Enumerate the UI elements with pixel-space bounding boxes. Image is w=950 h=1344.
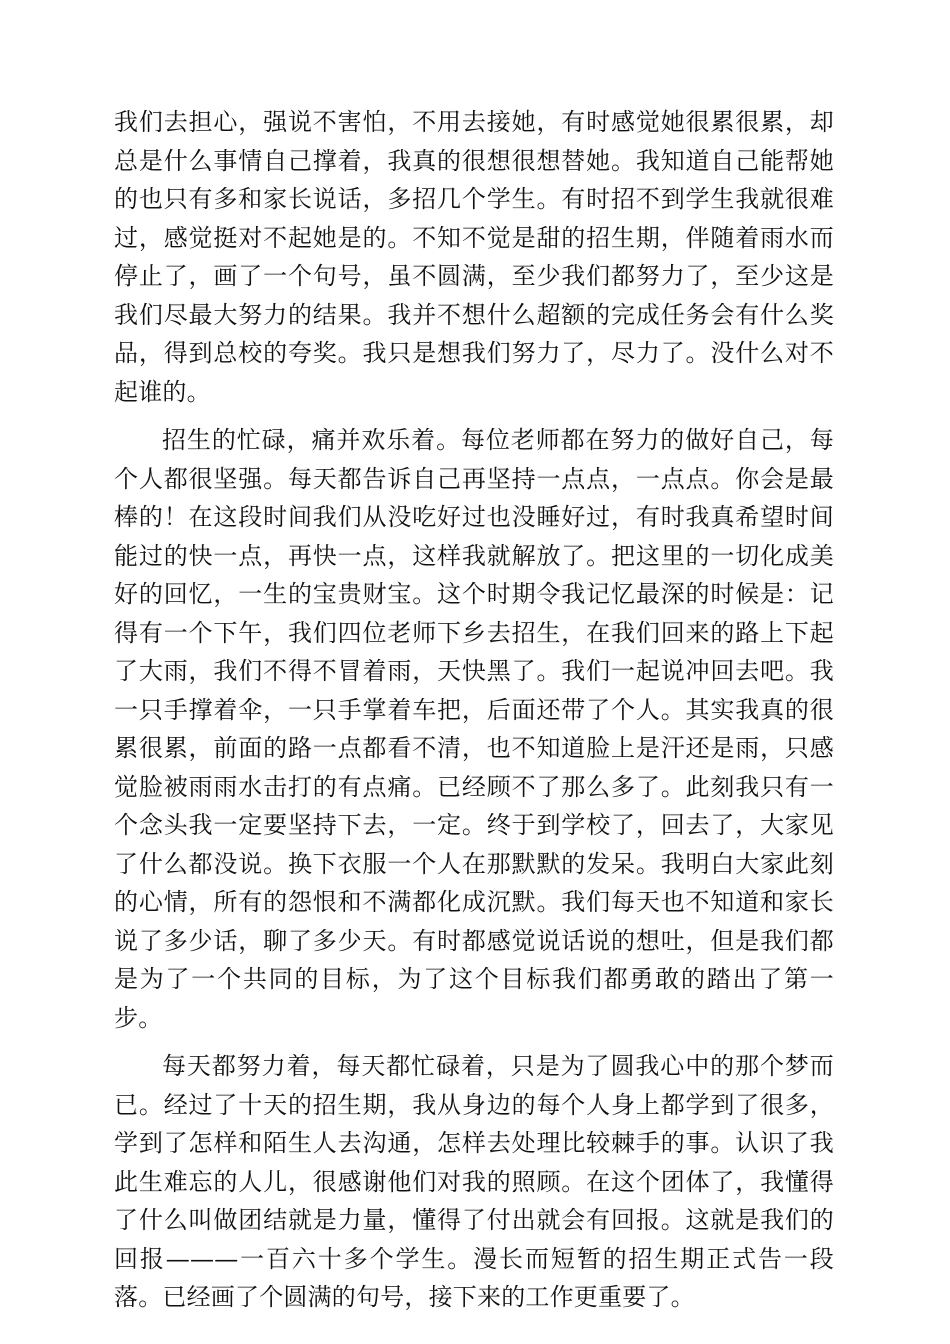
paragraph-1: 我们去担心，强说不害怕，不用去接她，有时感觉她很累很累，却总是什么事情自己撑着，我真的很想很想替她。我知道自己能帮她的也只有多和家长说话，多招几个学生。有时招不到学生我就很难过，感觉挺对不起她是的。不知不觉是甜的招生期，伴随着雨水而停止了，画了一个句号，虽不圆满，至少我们都努力了，至少这是我们尽最大努力的结果。我并不想什么超额的完成任务会有什么奖品，得到总校的夸奖。我只是想我们努力了，尽力了。没什么对不起谁的。	[114, 108, 834, 406]
paragraph-3: 每天都努力着，每天都忙碌着，只是为了圆我心中的那个梦而已。经过了十天的招生期，我从身边的每个人身上都学到了很多，学到了怎样和陌生人去沟通，怎样去处理比较棘手的事。认识了我此生难忘的人儿，很感谢他们对我的照顾。在这个团体了，我懂得了什么叫做团结就是力量，懂得了付出就会有回报。这就是我们的回报———一百六十多个学生。漫长而短暂的招生期正式告一段落。已经画了个圆满的句号，接下来的工作更重要了。	[114, 1052, 834, 1311]
paragraph-2: 招生的忙碌，痛并欢乐着。每位老师都在努力的做好自己，每个人都很坚强。每天都告诉自己再坚持一点点，一点点。你会是最棒的！在这段时间我们从没吃好过也没睡好过，有时我真希望时间能过的快一点，再快一点，这样我就解放了。把这里的一切化成美好的回忆，一生的宝贵财宝。这个时期令我记忆最深的时候是：记得有一个下午，我们四位老师下乡去招生，在我们回来的路上下起了大雨，我们不得不冒着雨，天快黑了。我们一起说冲回去吧。我一只手撑着伞，一只手掌着车把，后面还带了个人。其实我真的很累很累，前面的路一点都看不清，也不知道脸上是汗还是雨，只感觉脸被雨雨水击打的有点痛。已经顾不了那么多了。此刻我只有一个念头我一定要坚持下去，一定。终于到学校了，回去了，大家见了什么都没说。换下衣服一个人在那默默的发呆。我明白大家此刻的心情，所有的怨恨和不满都化成沉默。我们每天也不知道和家长说了多少话，聊了多少天。有时都感觉说话说的想吐，但是我们都是为了一个共同的目标，为了这个目标我们都勇敢的踏出了第一步。	[114, 426, 834, 1032]
document-body	[114, 103, 834, 1327]
